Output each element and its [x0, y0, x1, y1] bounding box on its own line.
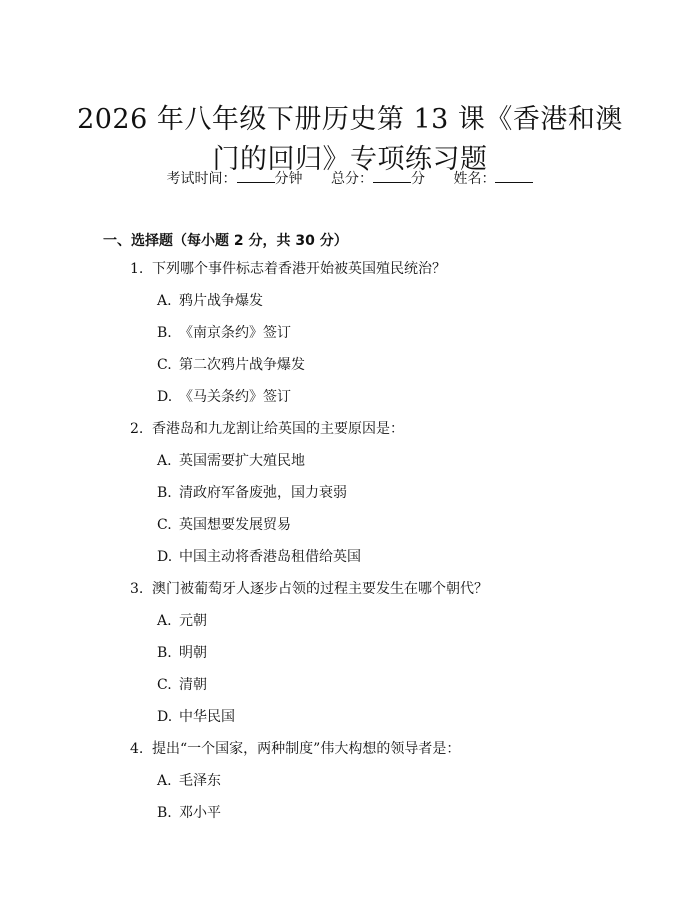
question-4-option-b: [157, 803, 221, 823]
student-name: [453, 168, 533, 189]
option-letter: C.: [157, 517, 172, 533]
option-text: 《马关条约》签订: [179, 389, 291, 405]
question-1-option-a: [157, 291, 263, 311]
option-letter: D.: [157, 389, 173, 405]
question-1-option-c: [157, 355, 305, 375]
question-1: [130, 259, 446, 279]
total-score-label: 总分：: [331, 171, 373, 187]
question-2-option-c: [157, 515, 291, 535]
total-score: [331, 168, 425, 189]
option-text: 明朝: [179, 645, 207, 661]
question-text: 提出“一个国家，两种制度”伟大构想的领导者是：: [152, 741, 461, 757]
student-name-label: 姓名：: [453, 171, 496, 187]
question-2-option-d: [157, 547, 361, 567]
total-score-unit: 分: [411, 171, 425, 187]
option-letter: D.: [157, 709, 173, 725]
question-2: [130, 419, 404, 439]
option-text: 清朝: [179, 677, 207, 693]
option-letter: D.: [157, 549, 173, 565]
option-letter: A.: [157, 453, 172, 469]
option-letter: B.: [157, 805, 172, 821]
question-4-option-a: [157, 771, 221, 791]
question-2-option-b: [157, 483, 347, 503]
exam-time-unit: 分钟: [274, 171, 303, 187]
question-3-option-b: [157, 643, 207, 663]
option-text: 中国主动将香港岛租借给英国: [179, 549, 361, 565]
option-letter: C.: [157, 357, 172, 373]
exam-time-blank[interactable]: [237, 168, 275, 183]
option-letter: B.: [157, 645, 172, 661]
option-letter: C.: [157, 677, 172, 693]
question-3: [130, 579, 488, 599]
question-2-option-a: [157, 451, 305, 471]
question-1-option-b: [157, 323, 291, 343]
option-letter: A.: [157, 773, 172, 789]
exam-info-row: [0, 168, 700, 189]
total-score-blank[interactable]: [373, 168, 411, 183]
question-4: [130, 739, 460, 759]
title-line-2: 门的回归》专项练习题: [212, 144, 488, 176]
question-3-option-d: [157, 707, 235, 727]
question-number: 2.: [130, 421, 144, 437]
question-text: 香港岛和九龙割让给英国的主要原因是：: [152, 421, 404, 437]
option-text: 中华民国: [179, 709, 235, 725]
option-text: 清政府军备废弛，国力衰弱: [179, 485, 347, 501]
exam-time-label: 考试时间：: [166, 171, 237, 187]
option-text: 鸦片战争爆发: [179, 293, 263, 309]
question-number: 4.: [130, 741, 144, 757]
question-number: 1.: [130, 261, 144, 277]
section-heading-choice: 一、选择题（每小题 2 分，共 30 分）: [103, 233, 348, 249]
question-text: 澳门被葡萄牙人逐步占领的过程主要发生在哪个朝代？: [152, 581, 488, 597]
option-letter: A.: [157, 613, 172, 629]
option-text: 毛泽东: [179, 773, 221, 789]
title-line-1: 2026 年八年级下册历史第 13 课《香港和澳: [77, 104, 623, 136]
option-text: 邓小平: [179, 805, 221, 821]
option-text: 元朝: [179, 613, 207, 629]
question-1-option-d: [157, 387, 291, 407]
option-letter: B.: [157, 485, 172, 501]
option-letter: A.: [157, 293, 172, 309]
option-text: 英国需要扩大殖民地: [179, 453, 305, 469]
question-3-option-c: [157, 675, 207, 695]
option-text: 《南京条约》签订: [179, 325, 291, 341]
option-text: 第二次鸦片战争爆发: [179, 357, 305, 373]
question-text: 下列哪个事件标志着香港开始被英国殖民统治？: [152, 261, 446, 277]
exam-time: [167, 168, 303, 189]
option-text: 英国想要发展贸易: [179, 517, 291, 533]
student-name-blank[interactable]: [495, 168, 533, 183]
question-number: 3.: [130, 581, 144, 597]
question-3-option-a: [157, 611, 207, 631]
option-letter: B.: [157, 325, 172, 341]
